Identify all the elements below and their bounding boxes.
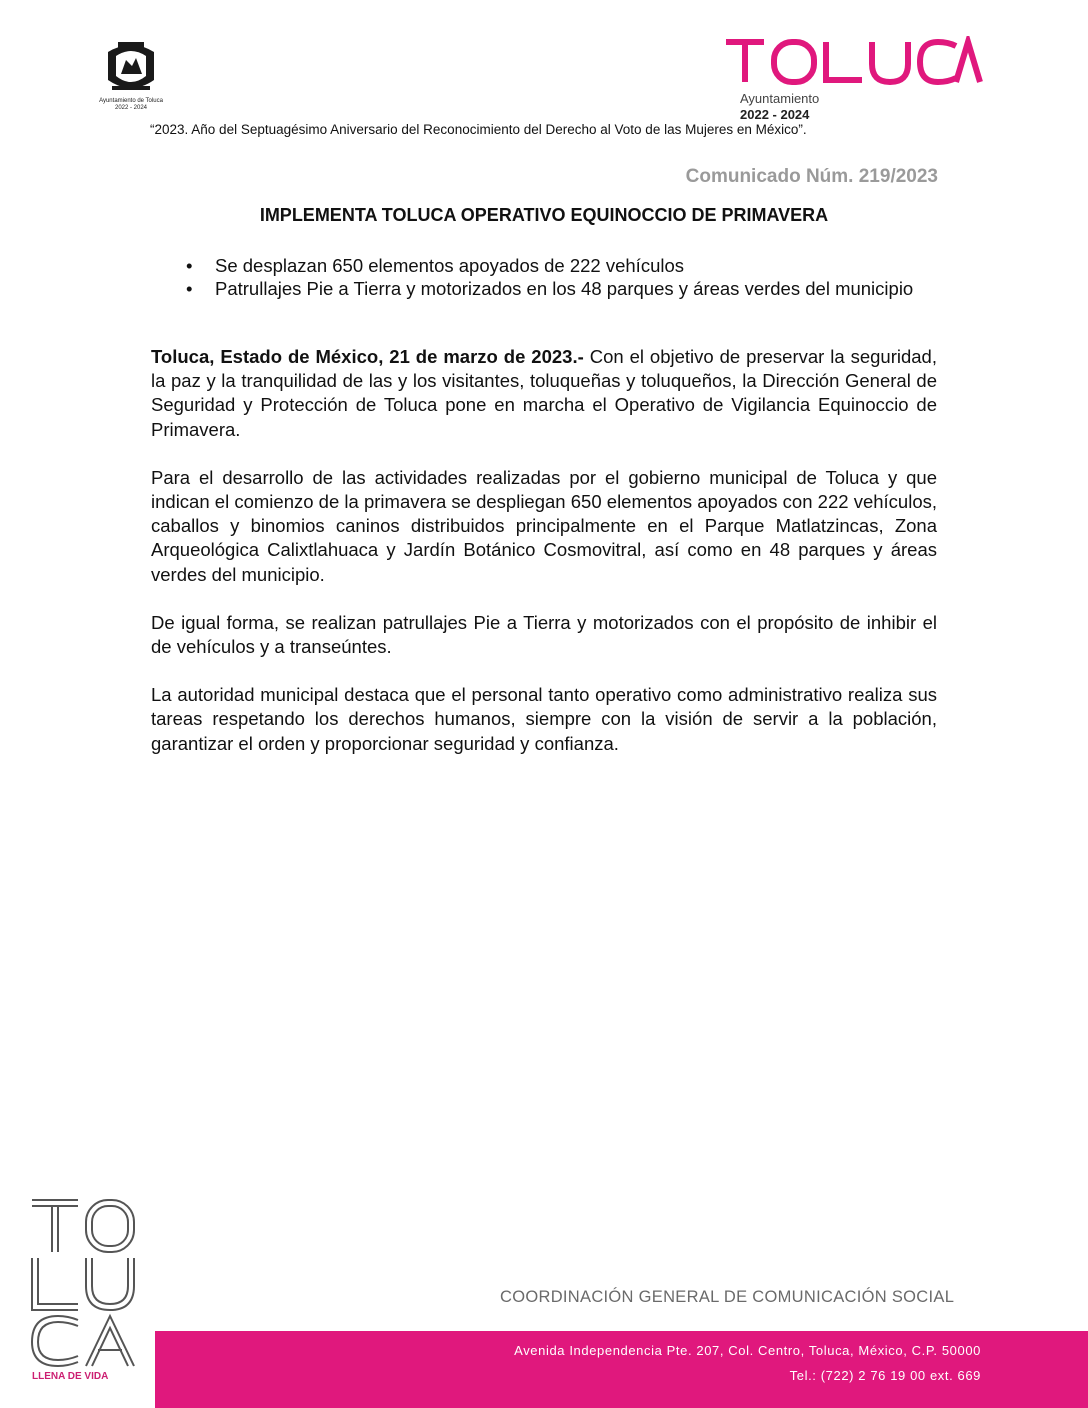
toluca-wordmark-icon (722, 36, 984, 88)
paragraph-4: La autoridad municipal destaca que el personal tanto operativo como administrativo realiza sus tareas respetando los derechos humanos, siempre con la visión de servir a la población, garantizar el orden y proporcionar seguridad y confianza. (151, 684, 937, 754)
bullet-text: Se desplazan 650 elementos apoyados de 222 vehículos (215, 255, 685, 276)
communique-number: Comunicado Núm. 219/2023 (685, 166, 938, 187)
seal-icon (88, 36, 174, 98)
headline: IMPLEMENTA TOLUCA OPERATIVO EQUINOCCIO DE PRIMAVERA (259, 205, 829, 225)
footer-phone: Tel.: (722) 2 76 19 00 ext. 669 (789, 1368, 981, 1383)
seal-caption-years: 2022 - 2024 (114, 105, 148, 111)
seal-caption: Ayuntamiento de Toluca (99, 98, 163, 104)
paragraph-1-text: Con el objetivo de preservar la seguridad, la paz y la tranquilidad de las y los visitantes, toluqueñas y toluqueños, la Dirección General de Seguridad y Protección de Toluca pone en marcha el Operativo de Vigilancia Equinoccio de Primavera. (151, 346, 937, 440)
bullet-item (180, 277, 920, 300)
dateline: Toluca, Estado de México, 21 de marzo de 2023.- (151, 346, 584, 367)
paragraph-2: Para el desarrollo de las actividades realizadas por el gobierno municipal de Toluca y que indican el comienzo de la primavera se despliegan 650 elementos apoyados con 222 vehículos, caballos y binomios caninos distribuidos principalmente en el Parque Matlatzincas, Zona Arqueológica Calixtlahuaca y Jardín Botánico Cosmovitral, así como en 48 parques y áreas verdes del municipio. (151, 466, 937, 585)
department-name: COORDINACIÓN GENERAL DE COMUNICACIÓN SOCIAL (500, 1288, 955, 1306)
footer-address: Avenida Independencia Pte. 207, Col. Centro, Toluca, México, C.P. 50000 (514, 1343, 981, 1358)
paragraph-3: De igual forma, se realizan patrullajes Pie a Tierra y motorizados con el propósito de inhibir el de vehículos y a transeúntes. (151, 611, 937, 658)
press-release-body (151, 345, 937, 780)
bullet-text: Patrullajes Pie a Tierra y motorizados en los 48 parques y áreas verdes del municipio (215, 278, 914, 299)
brand-years: 2022 - 2024 (740, 107, 810, 122)
bullet-icon: • (186, 255, 193, 276)
toluca-brand-logo (722, 36, 987, 126)
year-motto: “2023. Año del Septuagésimo Aniversario del Reconocimiento del Derecho al Voto de las Mujeres en México”. (150, 122, 807, 137)
brand-subtitle: Ayuntamiento (740, 91, 820, 106)
footer-tagline: LLENA DE VIDA (32, 1371, 109, 1382)
bullet-item (180, 254, 920, 277)
footer-contact-band (155, 1331, 1088, 1408)
toluca-stacked-logo-icon (28, 1194, 140, 1369)
municipal-seal-logo (88, 36, 174, 122)
bullet-icon: • (186, 278, 193, 299)
paragraph-1 (151, 345, 937, 442)
summary-bullets (180, 254, 920, 300)
footer-toluca-logo (28, 1194, 140, 1389)
